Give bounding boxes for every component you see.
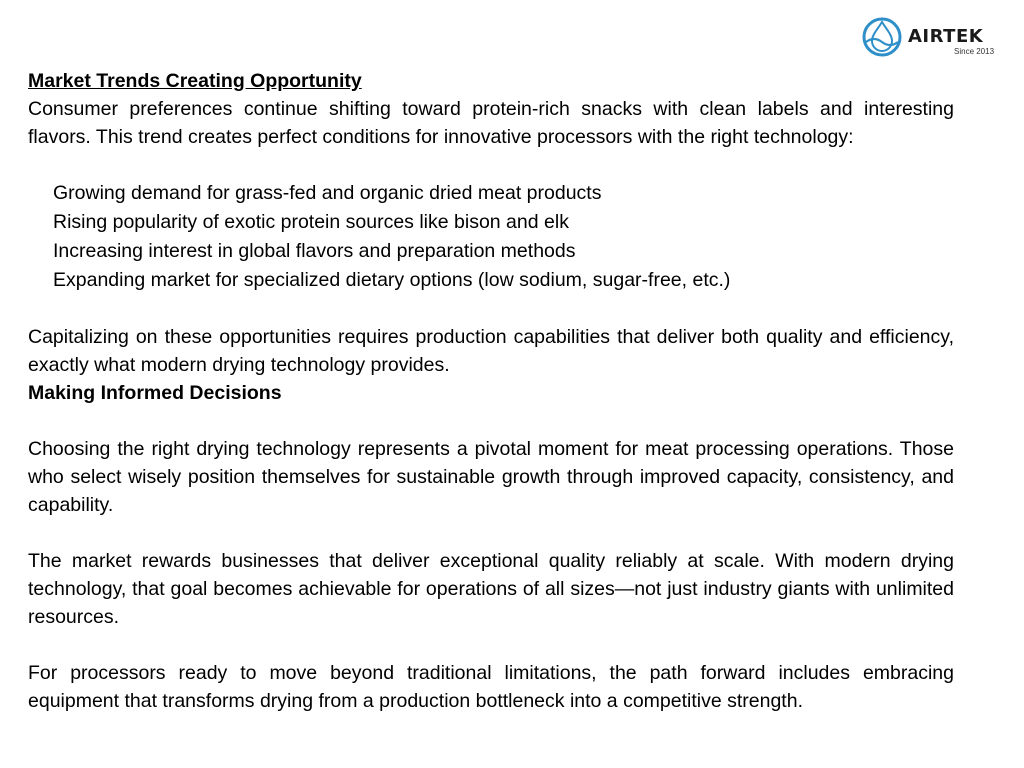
list-item: Rising popularity of exotic protein sources like bison and elk [53,211,569,233]
document-body [28,67,954,715]
spacer [28,407,954,435]
list-item: Expanding market for specialized dietary options (low sodium, sugar-free, etc.) [53,269,731,291]
closing-paragraph: Capitalizing on these opportunities requires production capabilities that deliver both quality and efficiency, exactly what modern drying technology provides. [28,326,954,376]
logo-tagline: Since 2013 [954,47,995,56]
body-paragraph: For processors ready to move beyond traditional limitations, the path forward includes embracing equipment that transforms drying from a production bottleneck into a competitive strength. [28,662,954,712]
body-paragraph: The market rewards businesses that deliver exceptional quality reliably at scale. With modern drying technology, that goal becomes achievable for operations of all sizes—not just industry giants with unlimited resources. [28,550,954,628]
water-drop-circle-icon [862,16,904,58]
logo-wordmark: AIRTEK [908,26,984,47]
list-item: Increasing interest in global flavors and preparation methods [53,240,576,262]
spacer [28,519,954,547]
section-heading-informed-decisions: Making Informed Decisions [28,382,282,404]
spacer [28,631,954,659]
intro-paragraph: Consumer preferences continue shifting toward protein-rich snacks with clean labels and interesting flavors. This trend creates perfect conditions for innovative processors with the right technology: [28,98,954,148]
airtek-logo [862,16,1012,62]
trend-list [28,179,954,295]
spacer [28,295,954,323]
spacer [28,151,954,179]
list-item: Growing demand for grass-fed and organic dried meat products [53,182,602,204]
body-paragraph: Choosing the right drying technology represents a pivotal moment for meat processing operations. Those who select wisely position themselves for sustainable growth through improved capacity, consistency, and capability. [28,438,954,516]
section-heading-market-trends: Market Trends Creating Opportunity [28,70,362,92]
